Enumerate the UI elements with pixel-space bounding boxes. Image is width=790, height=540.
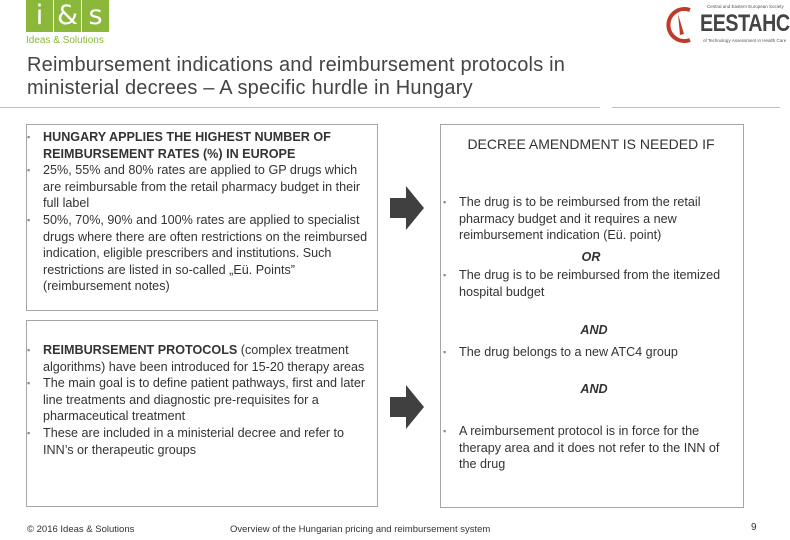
list-item (27, 375, 374, 425)
title-divider-left (0, 107, 600, 108)
title-line-2: ministerial decrees – A specific hurdle in Hungary (27, 77, 473, 99)
bullet-bold-text: REIMBURSEMENT PROTOCOLS (43, 343, 238, 357)
logo-tagline: Ideas & Solutions (26, 35, 104, 46)
right-list-item-4 (443, 423, 735, 473)
logo-letter-i: i (26, 0, 53, 32)
or-connector: OR (581, 250, 601, 264)
page-title (27, 54, 747, 100)
left-top-list (27, 129, 372, 295)
partner-logo-name: EESTAHC (700, 10, 790, 37)
title-line-1: Reimbursement indications and reimbursement protocols in (27, 54, 566, 76)
partner-logo-bottom-text: of Technology Assessment in Health Care (703, 38, 787, 43)
eestahc-logo-icon (660, 4, 700, 46)
right-arrow-icon (390, 186, 424, 230)
right-list-item-2 (443, 267, 735, 300)
right-arrow-icon (390, 385, 424, 429)
list-item (27, 425, 374, 458)
bullet-text: 50%, 70%, 90% and 100% rates are applied to specialist drugs where there are often restrictions on the reimbursed indication, eligible prescribers and institutions. Such restrictions are listed in so-called „Eü. Points” (reimbursement notes) (43, 212, 368, 294)
left-bottom-list (27, 342, 374, 458)
right-list-item-1 (443, 194, 735, 244)
footer-title: Overview of the Hungarian pricing and reimbursement system (230, 524, 491, 535)
list-item (27, 342, 374, 375)
page-number: 9 (751, 522, 757, 533)
bullet-text: The main goal is to define patient pathways, first and later line treatments and diagnostic pre-requisites for a pharmaceutical treatment (43, 376, 366, 424)
list-item (27, 162, 372, 212)
logo-letter-s: s (82, 0, 109, 32)
and-connector: AND (580, 323, 608, 337)
and-connector: AND (580, 382, 608, 396)
bullet-text: (complex treatment algorithms) have been introduced for 15-20 therapy areas (43, 343, 365, 374)
partner-logo-top-text: Central and Eastern European Society (707, 4, 784, 9)
right-list-item-3 (443, 344, 735, 361)
decree-header: DECREE AMENDMENT IS NEEDED IF (467, 136, 715, 152)
footer-copyright: © 2016 Ideas & Solutions (27, 524, 135, 535)
title-divider-right (612, 107, 780, 108)
list-item (443, 194, 735, 244)
bullet-text: 25%, 55% and 80% rates are applied to GP drugs which are reimbursable from the retail pharmacy budget in their full label (43, 163, 361, 211)
bullet-text: A reimbursement protocol is in force for the therapy area and it does not refer to the INN of the drug (459, 424, 720, 472)
list-item (443, 423, 735, 473)
bullet-text: The drug belongs to a new ATC4 group (459, 345, 678, 359)
list-item (27, 129, 372, 162)
list-item (443, 344, 735, 361)
bullet-bold-text: HUNGARY APPLIES THE HIGHEST NUMBER OF REIMBURSEMENT RATES (%) IN EUROPE (43, 130, 331, 161)
bullet-text: The drug is to be reimbursed from the itemized hospital budget (459, 268, 721, 299)
bullet-text: The drug is to be reimbursed from the retail pharmacy budget and it requires a new reimbursement indication (Eü. point) (459, 195, 701, 243)
bullet-text: These are included in a ministerial decree and refer to INN’s or therapeutic groups (43, 425, 345, 457)
list-item (27, 212, 372, 295)
list-item (443, 267, 735, 300)
logo-letter-ampersand: & (54, 0, 81, 32)
